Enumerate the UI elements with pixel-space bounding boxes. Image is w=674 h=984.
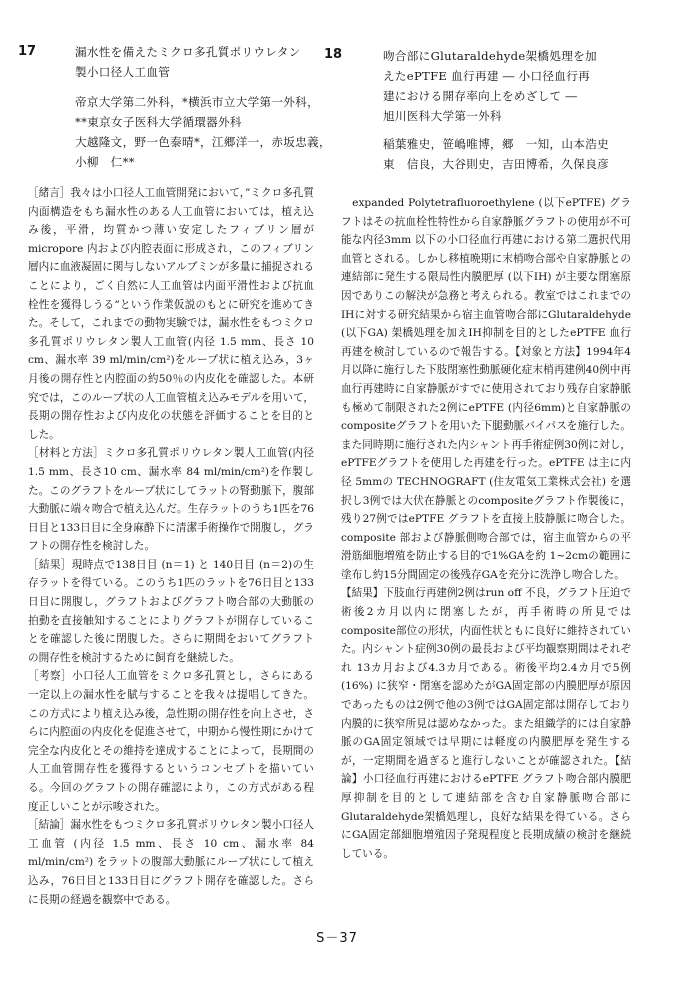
abstract-18-number: 18 — [324, 47, 343, 62]
abstract-17-paragraph-results: ［結果］現時点で138日目 (n＝1) と 140日目 (n＝2)の生存ラットを得ている。このうち1匹のラットを76日目と133日目に開腹し，グラフトおよびグラフト吻合部の大動脈の拍動を直接触知することによりグラフトが開存していることを確認した後に閉腹した。さらに期間をおいてグラフトの開存性を検討するために飼育を継続した。 — [28, 558, 314, 664]
abstract-18-affiliation-line: 旭川医科大学第一外科 — [383, 109, 502, 123]
abstract-18-title-line: えたePTFE 血行再建 ― 小口径血行再 — [383, 69, 590, 83]
abstract-17-title-line: 製小口径人工血管 — [75, 65, 171, 79]
abstract-17-paragraph-conclusion: ［結論］漏水性をもつミクロ多孔質ポリウレタン製小口径人工血管 (内径 1.5 mm、長さ 10 cm、漏水率 84 ml/min/cm²) をラットの腹部大動脈にループ状にして植え込み，76日目と133日目にグラフト開存を確認した。さらに長期の経過を観察中である。 — [28, 819, 314, 906]
abstract-18-author-line: 稲葉雅史，笹嶋唯博，郷 一知，山本浩史 — [383, 137, 609, 151]
abstract-17-title-line: 漏水性を備えたミクロ多孔質ポリウレタン — [75, 45, 301, 59]
abstract-18-author-line: 東 信良，大谷則史，吉田博希，久保良彦 — [383, 157, 609, 171]
abstract-17-affiliation-line: **東京女子医科大学循環器外科 — [75, 115, 242, 129]
abstract-17-author-line: 小柳 仁** — [75, 155, 135, 169]
abstract-18-paragraph-results: 【結果】下肢血行再建例2例はrun off 不良，グラフト圧迫で術後2カ月以内に閉塞したが，再手術時の所見では composite部位の形状，内面性状ともに良好に維持されていた。内シャント症例30例の最長および平均観察期間はそれぞれ 13カ月および4.3カ月である。術後平均2.4カ月で5例 (16%) に狭窄・閉塞を認めたがGA固定部の内膜肥厚が原因であったものは2例で他の3例ではGA固定部は開存しており内膜的に狭窄所見は認めなかった。また組織学的には自家静脈のGA固定領域では早期には軽度の内膜肥厚を発生するが，一定期間を過ぎると進行しないことが確認された。【結論】小口径血行再建におけるePTFE グラフト吻合部内膜肥厚抑制を目的として連結部を含む自家静脈吻合部にGlutaraldehyde架橋処理し，良好な結果を得ている。さらにGA固定部細胞増殖因子発現程度と長期成績の検討を継続している。 — [341, 587, 631, 860]
abstract-17-body — [28, 184, 314, 909]
abstract-18-body — [341, 194, 631, 863]
abstract-17-author-line: 大越隆文，野一色泰晴*，江郷洋一，赤坂忠義， — [75, 135, 331, 149]
abstract-17-paragraph-methods: ［材料と方法］ミクロ多孔質ポリウレタン製人工血管(内径 1.5 mm、長さ10 cm、漏水率 84 ml/min/cm²)を作製した。このグラフトをループ状にしてラットの腎動脈下，腹部大動脈に端々吻合で植え込んだ。生存ラットのうち1匹を76日目と133日目に全身麻酔下に清潔手術操作で開腹し，グラフトの開存性を検討した。 — [28, 447, 314, 553]
page-number: S－37 — [316, 931, 358, 946]
abstract-17-number: 17 — [18, 44, 37, 59]
abstract-18-title-line: 建における開存率向上をめざして ― — [383, 89, 578, 103]
abstract-17-affiliation-line: 帝京大学第二外科，*横浜市立大学第一外科， — [75, 95, 319, 109]
abstract-18-paragraph-methods: expanded Polytetrafluoroethylene (以下ePTFE) グラフトはその抗血栓性特性から自家静脈グラフトの使用が不可能な内径3mm 以下の小口径血行再建における第二選択代用血管とされる。しかし移植晩期に末梢吻合部や自家静脈との連結部に発生する限局性内膜肥厚 (以下IH) が主要な閉塞原因でありこの解決が急務と考えられる。教室ではこれまでのIHに対する研究結果から宿主血管吻合部にGlutaraldehyde (以下GA) 架橋処理を加えIH抑制を目的としたePTFE 血行再建を検討しているので報告する。【対象と方法】1994年4月以降に施行した下肢閉塞性動脈硬化症末梢再建例40例中再血行再建時に自家静脈がすでに使用されており残存自家静脈も極めて制限された2例にePTFE (内径6mm)と自家静脈のcompositeグラフトを用いた下腿動脈バイパスを施行した。また同時期に施行された内シャント再手術症例30例に対し，ePTFEグラフトを使用した再建を行った。ePTFE は主に内径 5mmの TECHNOGRAFT (住友電気工業株式会社) を選択し3例では大伏在静脈とのcompositeグラフト作製後に，残り27例ではePTFE グラフトを直接上肢静脈に吻合した。composite 部および静脈側吻合部では，宿主血管からの平滑筋細胞増殖を防止する目的で1%GAを約 1~2cmの範囲に塗布し約15分間固定の後残存GAを充分に洗浄し吻合した。 — [341, 197, 631, 581]
abstract-18-header — [383, 46, 663, 174]
abstract-17-paragraph-discussion: ［考察］小口径人工血管をミクロ多孔質とし，さらにある一定以上の漏水性を賦与することを我々は提唱してきた。この方式により植え込み後，急性期の開存性を向上させ，さらに内腔面の内皮化を促進させて，中期から慢性期にかけて完全な内皮化とその維持を達成することによって，長期間の人工血管開存性を獲得するというコンセプトを描いている。今回のグラフトの開存確認により，この方式がある程度正しいことが示唆された。 — [28, 670, 314, 813]
abstract-17-header — [75, 42, 331, 172]
abstract-17-paragraph-intro: ［緒言］我々は小口径人工血管開発において，”ミクロ多孔質内面構造をもち漏水性のある人工血管においては，植え込み後，平滑，均質かつ薄い安定したフィブリン層が micropore 内および内腔表面に形成され，このフィブリン層内に血液凝固に関与しないアルブミンが多量に捕捉されることにより，ごく自然に人工血管は内面平滑性および抗血栓性を獲得しうる”という作業仮説のもとに研究を進めてきた。そして，これまでの動物実験では，漏水性をもつミクロ多孔質ポリウレタン製人工血管(内径 1.5 mm、長さ 10 cm、漏水率 39 ml/min/cm²)をループ状に植え込み，3ヶ月後の開存性と内腔面の約50％の内皮化を確認した。本研究では，このループ状の人工血管植え込みモデルを用いて，長期の開存性および内皮化の状態を評価することを目的とした。 — [28, 187, 314, 441]
abstract-18-title-line: 吻合部にGlutaraldehyde架橋処理を加 — [383, 49, 597, 63]
